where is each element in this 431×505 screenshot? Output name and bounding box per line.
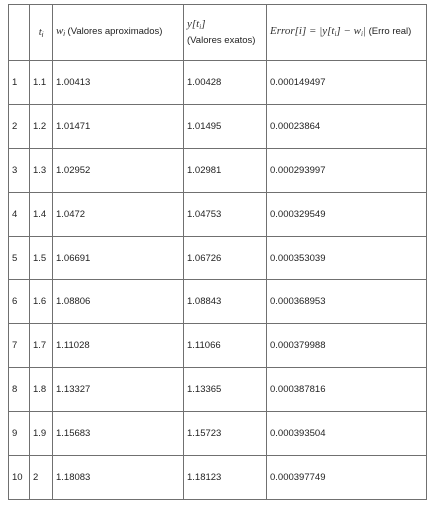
header-w-symbol: w (56, 24, 64, 37)
header-w-label: (Valores aproximados) (67, 25, 163, 37)
header-w (53, 5, 184, 61)
header-w-sub: i (63, 30, 65, 38)
cell-index: 3 (9, 148, 30, 192)
table-row (9, 324, 427, 368)
cell-error: 0.000379988 (267, 324, 427, 368)
header-error (267, 5, 427, 61)
cell-error: 0.00023864 (267, 104, 427, 148)
cell-error: 0.000293997 (267, 148, 427, 192)
cell-w: 1.06691 (53, 236, 184, 280)
cell-error: 0.000353039 (267, 236, 427, 280)
cell-t: 1.6 (30, 280, 53, 324)
table-row (9, 368, 427, 412)
table-row (9, 412, 427, 456)
cell-w: 1.15683 (53, 412, 184, 456)
cell-error: 0.000393504 (267, 412, 427, 456)
cell-y: 1.08843 (184, 280, 267, 324)
header-y-expr: $y[t_i]$ (187, 18, 206, 31)
cell-y: 1.06726 (184, 236, 267, 280)
header-error-expr: Error[i] = $|y[t_i] - w_i|$ (270, 24, 366, 38)
cell-index: 8 (9, 368, 30, 412)
cell-w: 1.13327 (53, 368, 184, 412)
header-error-label: (Erro real) (368, 25, 412, 37)
cell-t: 1.2 (30, 104, 53, 148)
cell-y: 1.01495 (184, 104, 267, 148)
cell-w: 1.0472 (53, 192, 184, 236)
cell-error: 0.000368953 (267, 280, 427, 324)
cell-y: 1.04753 (184, 192, 267, 236)
cell-t: 1.9 (30, 412, 53, 456)
table-row (9, 456, 427, 500)
table-row (9, 192, 427, 236)
cell-index: 7 (9, 324, 30, 368)
table-row (9, 236, 427, 280)
table-row (9, 61, 427, 105)
cell-w: 1.02952 (53, 148, 184, 192)
cell-y: 1.00428 (184, 61, 267, 105)
cell-y: 1.15723 (184, 412, 267, 456)
cell-w: 1.18083 (53, 456, 184, 500)
cell-error: 0.000387816 (267, 368, 427, 412)
cell-index: 9 (9, 412, 30, 456)
table-header-row (9, 5, 427, 61)
cell-y: 1.18123 (184, 456, 267, 500)
cell-w: 1.00413 (53, 61, 184, 105)
cell-index: 4 (9, 192, 30, 236)
header-t-sub: i (41, 32, 44, 39)
cell-t: 1.1 (30, 61, 53, 105)
cell-index: 6 (9, 280, 30, 324)
header-y-label: (Valores exatos) (187, 35, 256, 46)
cell-index: 5 (9, 236, 30, 280)
cell-w: 1.11028 (53, 324, 184, 368)
cell-w: 1.01471 (53, 104, 184, 148)
cell-t: 1.8 (30, 368, 53, 412)
table-row (9, 148, 427, 192)
cell-error: 0.000149497 (267, 61, 427, 105)
cell-t: 1.7 (30, 324, 53, 368)
cell-index: 2 (9, 104, 30, 148)
cell-w: 1.08806 (53, 280, 184, 324)
cell-error: 0.000329549 (267, 192, 427, 236)
cell-index: 1 (9, 61, 30, 105)
cell-y: 1.02981 (184, 148, 267, 192)
table-row (9, 280, 427, 324)
header-index (9, 5, 30, 61)
cell-y: 1.11066 (184, 324, 267, 368)
cell-y: 1.13365 (184, 368, 267, 412)
cell-error: 0.000397749 (267, 456, 427, 500)
header-t-symbol: t (38, 26, 42, 38)
header-y (184, 5, 267, 61)
cell-t: 2 (30, 456, 53, 500)
cell-t: 1.3 (30, 148, 53, 192)
header-t (30, 5, 53, 61)
results-table (8, 4, 427, 500)
cell-t: 1.4 (30, 192, 53, 236)
cell-index: 10 (9, 456, 30, 500)
table-row (9, 104, 427, 148)
cell-t: 1.5 (30, 236, 53, 280)
